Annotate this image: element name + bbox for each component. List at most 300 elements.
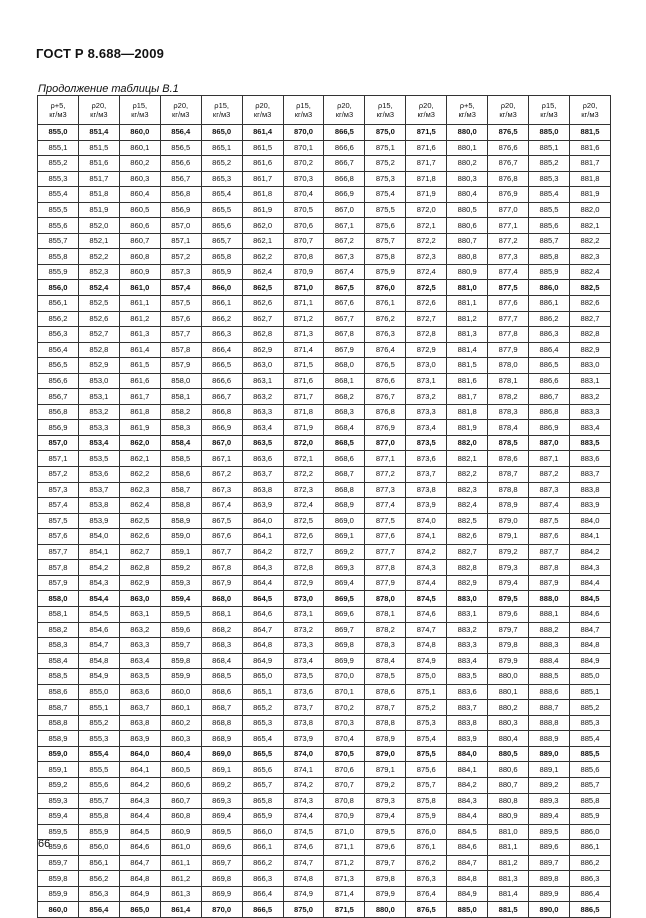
table-row: [38, 809, 611, 825]
table-cell: 856,6: [38, 373, 79, 389]
table-cell: 867,9: [324, 342, 365, 358]
table-cell: 871,5: [283, 358, 324, 374]
table-cell: 870,8: [283, 249, 324, 265]
table-cell: 878,3: [488, 404, 529, 420]
table-cell: 869,6: [324, 606, 365, 622]
table-cell: 857,7: [38, 544, 79, 560]
column-symbol: ρ15,: [377, 101, 393, 110]
table-cell: 873,6: [283, 684, 324, 700]
table-cell: 874,6: [283, 840, 324, 856]
table-cell: 855,4: [78, 746, 119, 762]
table-cell: 856,8: [38, 404, 79, 420]
table-cell: 876,1: [365, 296, 406, 312]
table-cell: 886,5: [569, 902, 610, 918]
table-cell: 865,6: [201, 218, 242, 234]
table-cell: 880,9: [488, 809, 529, 825]
table-cell: 852,1: [78, 233, 119, 249]
column-symbol: ρ15,: [296, 101, 311, 110]
column-header: [160, 96, 201, 125]
table-cell: 871,5: [406, 125, 447, 141]
table-cell: 867,8: [324, 327, 365, 343]
table-cell: 862,1: [119, 451, 160, 467]
table-cell: 863,2: [242, 389, 283, 405]
column-unit: кг/м3: [499, 110, 517, 119]
table-cell: 885,5: [569, 746, 610, 762]
table-cell: 869,1: [324, 529, 365, 545]
table-cell: 871,2: [324, 855, 365, 871]
table-cell: 883,2: [447, 622, 488, 638]
table-cell: 853,2: [78, 404, 119, 420]
table-cell: 864,9: [242, 653, 283, 669]
table-cell: 881,5: [488, 902, 529, 918]
table-cell: 856,4: [38, 342, 79, 358]
table-cell: 869,2: [201, 777, 242, 793]
table-cell: 861,2: [119, 311, 160, 327]
table-cell: 882,1: [447, 451, 488, 467]
table-cell: 865,4: [201, 187, 242, 203]
table-cell: 856,4: [160, 125, 201, 141]
table-row: [38, 373, 611, 389]
table-cell: 855,0: [38, 125, 79, 141]
table-row: [38, 264, 611, 280]
table-cell: 855,3: [78, 731, 119, 747]
table-cell: 863,5: [242, 435, 283, 451]
column-symbol: ρ20,: [500, 101, 516, 110]
table-cell: 856,1: [38, 296, 79, 312]
table-cell: 855,7: [78, 793, 119, 809]
table-cell: 872,8: [406, 327, 447, 343]
table-cell: 870,9: [324, 809, 365, 825]
table-cell: 879,5: [365, 824, 406, 840]
table-cell: 886,0: [569, 824, 610, 840]
table-cell: 878,8: [365, 715, 406, 731]
table-cell: 857,5: [160, 296, 201, 312]
table-cell: 884,6: [569, 606, 610, 622]
table-cell: 864,6: [242, 606, 283, 622]
table-row: [38, 871, 611, 887]
table-cell: 873,2: [406, 389, 447, 405]
table-cell: 856,9: [160, 202, 201, 218]
table-cell: 883,8: [447, 715, 488, 731]
table-cell: 857,3: [38, 482, 79, 498]
table-cell: 865,4: [242, 731, 283, 747]
table-cell: 860,4: [160, 746, 201, 762]
table-cell: 853,3: [78, 420, 119, 436]
table-cell: 861,3: [160, 886, 201, 902]
table-cell: 879,8: [365, 871, 406, 887]
column-symbol: ρ15,: [132, 101, 148, 110]
table-cell: 855,1: [78, 700, 119, 716]
table-cell: 879,4: [365, 809, 406, 825]
table-cell: 884,4: [569, 575, 610, 591]
column-symbol: ρ20,: [582, 101, 598, 110]
table-cell: 873,6: [406, 451, 447, 467]
table-cell: 881,0: [488, 824, 529, 840]
table-cell: 866,4: [201, 342, 242, 358]
table-cell: 859,4: [38, 809, 79, 825]
table-cell: 881,5: [569, 125, 610, 141]
table-header: [38, 96, 611, 125]
table-cell: 873,1: [406, 373, 447, 389]
table-cell: 861,2: [160, 871, 201, 887]
table-cell: 889,0: [529, 746, 570, 762]
table-cell: 870,8: [324, 793, 365, 809]
table-cell: 883,4: [569, 420, 610, 436]
table-row: [38, 311, 611, 327]
table-cell: 852,8: [78, 342, 119, 358]
table-cell: 852,2: [78, 249, 119, 265]
table-cell: 876,4: [365, 342, 406, 358]
table-cell: 879,8: [488, 638, 529, 654]
table-cell: 880,7: [447, 233, 488, 249]
table-cell: 885,6: [529, 218, 570, 234]
table-cell: 862,7: [242, 311, 283, 327]
table-cell: 864,8: [119, 871, 160, 887]
table-cell: 856,3: [78, 886, 119, 902]
table-cell: 857,3: [160, 264, 201, 280]
table-cell: 865,9: [242, 809, 283, 825]
table-cell: 865,3: [201, 171, 242, 187]
column-header: [38, 96, 79, 125]
table-cell: 876,8: [488, 171, 529, 187]
table-cell: 867,7: [201, 544, 242, 560]
table-cell: 851,5: [78, 140, 119, 156]
table-cell: 884,8: [447, 871, 488, 887]
table-cell: 853,8: [78, 498, 119, 514]
table-cell: 882,9: [447, 575, 488, 591]
column-unit: кг/м3: [212, 110, 231, 119]
table-cell: 875,9: [365, 264, 406, 280]
table-cell: 859,3: [38, 793, 79, 809]
table-cell: 879,3: [488, 560, 529, 576]
table-cell: 860,8: [160, 809, 201, 825]
table-row: [38, 389, 611, 405]
page-number: 66: [38, 838, 51, 850]
table-cell: 871,0: [324, 824, 365, 840]
table-cell: 870,0: [324, 669, 365, 685]
table-cell: 873,3: [283, 638, 324, 654]
table-cell: 881,4: [447, 342, 488, 358]
table-cell: 867,6: [324, 296, 365, 312]
table-cell: 888,8: [529, 715, 570, 731]
table-cell: 864,1: [119, 762, 160, 778]
table-cell: 868,8: [201, 715, 242, 731]
table-cell: 861,7: [242, 171, 283, 187]
table-cell: 875,4: [365, 187, 406, 203]
table-cell: 865,7: [242, 777, 283, 793]
column-header: [201, 96, 242, 125]
table-cell: 864,2: [119, 777, 160, 793]
table-cell: 854,5: [78, 606, 119, 622]
table-cell: 885,2: [529, 156, 570, 172]
table-cell: 864,2: [242, 544, 283, 560]
table-cell: 883,6: [569, 451, 610, 467]
table-cell: 875,8: [365, 249, 406, 265]
table-cell: 879,7: [365, 855, 406, 871]
table-cell: 865,3: [242, 715, 283, 731]
table-cell: 876,1: [406, 840, 447, 856]
column-unit: кг/м3: [458, 110, 476, 119]
table-cell: 862,4: [119, 498, 160, 514]
table-row: [38, 202, 611, 218]
table-cell: 881,2: [447, 311, 488, 327]
table-cell: 866,5: [324, 125, 365, 141]
table-cell: 861,8: [242, 187, 283, 203]
table-cell: 856,0: [38, 280, 79, 296]
table-cell: 879,9: [365, 886, 406, 902]
table-cell: 864,4: [119, 809, 160, 825]
table-row: [38, 358, 611, 374]
table-cell: 871,1: [324, 840, 365, 856]
table-row: [38, 902, 611, 918]
table-cell: 876,3: [406, 871, 447, 887]
table-cell: 852,4: [78, 280, 119, 296]
table-cell: 883,3: [569, 404, 610, 420]
table-cell: 863,3: [242, 404, 283, 420]
table-cell: 876,5: [365, 358, 406, 374]
table-cell: 854,3: [78, 575, 119, 591]
table-cell: 870,4: [283, 187, 324, 203]
table-cell: 880,2: [488, 700, 529, 716]
table-cell: 856,3: [38, 327, 79, 343]
table-row: [38, 560, 611, 576]
table-cell: 860,7: [160, 793, 201, 809]
table-cell: 868,1: [324, 373, 365, 389]
table-cell: 882,5: [569, 280, 610, 296]
table-cell: 859,0: [38, 746, 79, 762]
table-cell: 858,8: [38, 715, 79, 731]
table-cell: 888,6: [529, 684, 570, 700]
table-cell: 888,5: [529, 669, 570, 685]
table-cell: 858,0: [38, 591, 79, 607]
table-cell: 871,9: [406, 187, 447, 203]
table-cell: 870,9: [283, 264, 324, 280]
table-cell: 865,2: [201, 156, 242, 172]
table-row: [38, 746, 611, 762]
table-cell: 880,0: [447, 125, 488, 141]
table-cell: 873,4: [283, 653, 324, 669]
table-cell: 866,0: [201, 280, 242, 296]
table-cell: 872,2: [406, 233, 447, 249]
table-cell: 861,1: [160, 855, 201, 871]
table-cell: 862,2: [119, 467, 160, 483]
table-cell: 862,1: [242, 233, 283, 249]
header-row: [38, 96, 611, 125]
table-cell: 873,7: [406, 467, 447, 483]
table-cell: 868,1: [201, 606, 242, 622]
table-cell: 884,2: [447, 777, 488, 793]
column-symbol: ρ20,: [91, 101, 107, 110]
table-cell: 867,3: [201, 482, 242, 498]
table-row: [38, 280, 611, 296]
column-symbol: ρ+5,: [459, 101, 475, 110]
table-cell: 883,0: [569, 358, 610, 374]
table-cell: 880,0: [488, 669, 529, 685]
table-cell: 859,7: [160, 638, 201, 654]
table-cell: 862,6: [242, 296, 283, 312]
table-cell: 873,5: [406, 435, 447, 451]
table-cell: 857,8: [160, 342, 201, 358]
table-cell: 877,8: [365, 560, 406, 576]
table-row: [38, 498, 611, 514]
table-cell: 876,5: [406, 902, 447, 918]
table-cell: 880,6: [447, 218, 488, 234]
table-cell: 855,5: [38, 202, 79, 218]
table-cell: 864,9: [119, 886, 160, 902]
table-cell: 860,1: [119, 140, 160, 156]
table-cell: 856,4: [78, 902, 119, 918]
table-cell: 882,9: [569, 342, 610, 358]
table-cell: 859,1: [38, 762, 79, 778]
table-row: [38, 544, 611, 560]
table-cell: 858,9: [160, 513, 201, 529]
table-row: [38, 606, 611, 622]
table-cell: 887,9: [529, 575, 570, 591]
table-cell: 881,7: [569, 156, 610, 172]
table-cell: 883,5: [569, 435, 610, 451]
table-cell: 888,2: [529, 622, 570, 638]
table-cell: 858,8: [160, 498, 201, 514]
table-cell: 862,0: [242, 218, 283, 234]
table-cell: 880,5: [488, 746, 529, 762]
table-cell: 881,3: [447, 327, 488, 343]
table-cell: 889,1: [529, 762, 570, 778]
table-row: [38, 886, 611, 902]
table-cell: 878,5: [488, 435, 529, 451]
table-cell: 863,3: [119, 638, 160, 654]
table-cell: 885,3: [529, 171, 570, 187]
table-cell: 861,0: [119, 280, 160, 296]
table-cell: 863,7: [119, 700, 160, 716]
table-cell: 885,1: [569, 684, 610, 700]
table-cell: 879,2: [365, 777, 406, 793]
table-cell: 855,9: [78, 824, 119, 840]
table-cell: 884,3: [569, 560, 610, 576]
table-cell: 884,0: [569, 513, 610, 529]
column-symbol: ρ20,: [337, 101, 352, 110]
table-cell: 874,0: [406, 513, 447, 529]
table-cell: 863,1: [242, 373, 283, 389]
table-cell: 883,1: [447, 606, 488, 622]
table-cell: 879,4: [488, 575, 529, 591]
table-cell: 868,7: [201, 700, 242, 716]
table-cell: 864,5: [242, 591, 283, 607]
table-cell: 881,9: [569, 187, 610, 203]
table-cell: 884,5: [569, 591, 610, 607]
table-cell: 873,2: [283, 622, 324, 638]
table-row: [38, 342, 611, 358]
table-cell: 864,7: [242, 622, 283, 638]
table-cell: 856,2: [78, 871, 119, 887]
table-cell: 870,7: [283, 233, 324, 249]
table-cell: 878,0: [365, 591, 406, 607]
table-cell: 872,0: [406, 202, 447, 218]
table-cell: 873,8: [406, 482, 447, 498]
table-cell: 889,8: [529, 871, 570, 887]
table-cell: 872,7: [406, 311, 447, 327]
table-cell: 855,8: [78, 809, 119, 825]
table-cell: 866,5: [201, 358, 242, 374]
table-cell: 860,7: [119, 233, 160, 249]
table-cell: 859,8: [160, 653, 201, 669]
table-cell: 860,3: [160, 731, 201, 747]
table-cell: 859,5: [160, 606, 201, 622]
table-cell: 884,2: [569, 544, 610, 560]
table-cell: 857,4: [160, 280, 201, 296]
table-cell: 872,6: [406, 296, 447, 312]
table-cell: 874,5: [283, 824, 324, 840]
table-cell: 868,6: [324, 451, 365, 467]
table-cell: 870,3: [324, 715, 365, 731]
table-cell: 872,6: [283, 529, 324, 545]
table-cell: 874,9: [283, 886, 324, 902]
table-cell: 871,3: [324, 871, 365, 887]
table-cell: 857,2: [38, 467, 79, 483]
table-cell: 884,8: [569, 638, 610, 654]
table-cell: 867,7: [324, 311, 365, 327]
table-cell: 881,9: [447, 420, 488, 436]
table-cell: 866,1: [242, 840, 283, 856]
table-cell: 867,0: [324, 202, 365, 218]
column-unit: кг/м3: [172, 110, 190, 119]
table-cell: 888,7: [529, 700, 570, 716]
column-unit: кг/м3: [376, 110, 395, 119]
table-cell: 870,0: [201, 902, 242, 918]
table-cell: 884,7: [447, 855, 488, 871]
table-cell: 867,2: [201, 467, 242, 483]
table-cell: 875,6: [365, 218, 406, 234]
table-cell: 861,5: [242, 140, 283, 156]
table-cell: 862,0: [119, 435, 160, 451]
table-cell: 879,1: [365, 762, 406, 778]
column-symbol: ρ20,: [418, 101, 434, 110]
table-cell: 875,1: [365, 140, 406, 156]
table-cell: 878,2: [488, 389, 529, 405]
table-cell: 854,6: [78, 622, 119, 638]
table-cell: 863,1: [119, 606, 160, 622]
table-cell: 858,0: [160, 373, 201, 389]
table-cell: 869,7: [201, 855, 242, 871]
table-cell: 882,7: [569, 311, 610, 327]
table-cell: 874,1: [283, 762, 324, 778]
table-cell: 868,2: [324, 389, 365, 405]
table-cell: 866,6: [324, 140, 365, 156]
table-cell: 859,8: [38, 871, 79, 887]
table-cell: 889,6: [529, 840, 570, 856]
table-cell: 866,2: [242, 855, 283, 871]
table-cell: 882,0: [569, 202, 610, 218]
table-cell: 856,8: [160, 187, 201, 203]
table-cell: 877,9: [488, 342, 529, 358]
table-cell: 873,7: [283, 700, 324, 716]
table-row: [38, 684, 611, 700]
table-cell: 853,1: [78, 389, 119, 405]
table-cell: 874,8: [406, 638, 447, 654]
table-cell: 877,2: [488, 233, 529, 249]
table-row: [38, 451, 611, 467]
table-cell: 864,1: [242, 529, 283, 545]
table-cell: 870,6: [324, 762, 365, 778]
table-cell: 852,9: [78, 358, 119, 374]
table-cell: 886,4: [569, 886, 610, 902]
table-cell: 869,4: [324, 575, 365, 591]
table-cell: 880,4: [488, 731, 529, 747]
table-row: [38, 793, 611, 809]
table-cell: 886,3: [529, 327, 570, 343]
column-header: [488, 96, 529, 125]
table-cell: 858,5: [160, 451, 201, 467]
table-cell: 880,1: [447, 140, 488, 156]
